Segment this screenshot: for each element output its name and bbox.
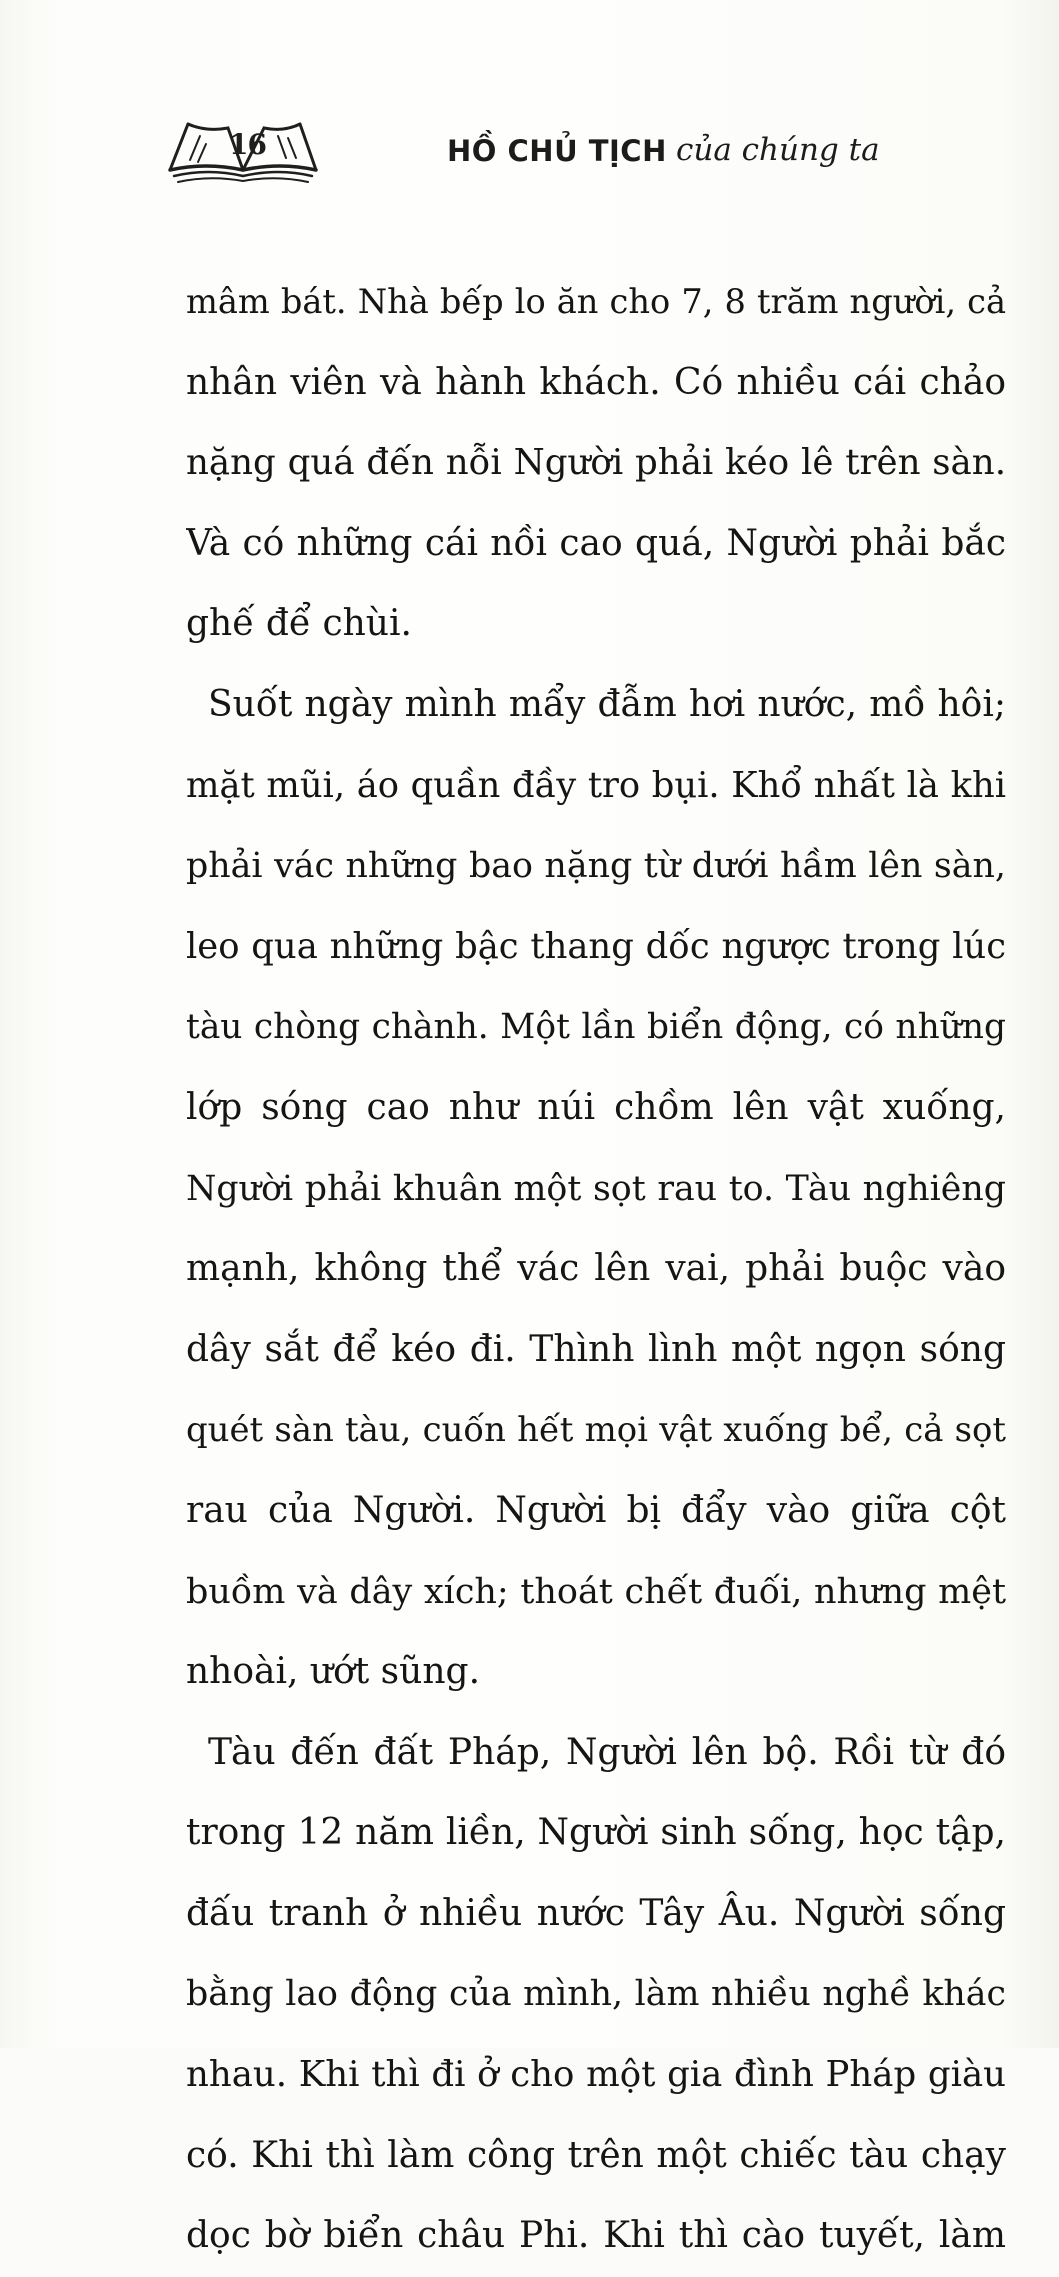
paragraph — [186, 1713, 1006, 2277]
text-line: Suốt ngày mình mẩy đẫm hơi nước, mồ hôi; — [208, 683, 1006, 725]
page-header — [0, 118, 1059, 198]
text-line: nặng quá đến nỗi Người phải kéo lê trên sàn. — [186, 442, 1006, 484]
text-line: lớp sóng cao như núi chồm lên vật xuống, — [186, 1086, 1006, 1128]
text-line: Và có những cái nồi cao quá, Người phải bắc — [186, 522, 1006, 564]
text-line: mâm bát. Nhà bếp lo ăn cho 7, 8 trăm người, cả — [186, 282, 1006, 321]
text-line: mạnh, không thể vác lên vai, phải buộc vào — [186, 1248, 1006, 1290]
text-line: buồm và dây xích; thoát chết đuối, nhưng mệt — [186, 1571, 1006, 1612]
text-line: bằng lao động của mình, làm nhiều nghề khác — [186, 1974, 1006, 2015]
running-title: HỒ CHỦ TỊCH — [447, 134, 667, 168]
text-line: Người phải khuân một sọt rau to. Tàu nghiêng — [186, 1168, 1006, 1209]
text-line: Tàu đến đất Pháp, Người lên bộ. Rồi từ đó — [208, 1731, 1006, 1773]
text-line: tàu chòng chành. Một lần biển động, có những — [186, 1007, 1006, 1048]
text-line: mặt mũi, áo quần đầy tro bụi. Khổ nhất là khi — [186, 764, 1006, 806]
paragraph — [186, 665, 1006, 1713]
running-subtitle: của chúng ta — [676, 132, 880, 168]
page-number: 16 — [229, 128, 266, 161]
text-line: nhoài, ướt sũng. — [186, 1651, 481, 1693]
text-line: phải vác những bao nặng từ dưới hầm lên sàn, — [186, 846, 1006, 887]
text-line: leo qua những bậc thang dốc ngược trong lúc — [186, 925, 1006, 967]
text-line: đấu tranh ở nhiều nước Tây Âu. Người sống — [186, 1892, 1006, 1934]
text-line: ghế để chùi. — [186, 603, 412, 645]
text-line: nhau. Khi thì đi ở cho một gia đình Pháp giàu — [186, 2054, 1006, 2096]
text-line: quét sàn tàu, cuốn hết mọi vật xuống bể, cả sọt — [186, 1410, 1006, 1450]
text-line: trong 12 năm liền, Người sinh sống, học tập, — [186, 1812, 1006, 1854]
text-line: dọc bờ biển châu Phi. Khi thì cào tuyết, làm — [186, 2215, 1006, 2257]
paragraph — [186, 262, 1006, 665]
body-text — [186, 262, 1006, 2277]
text-line: dây sắt để kéo đi. Thình lình một ngọn sóng — [186, 1328, 1006, 1370]
text-line: có. Khi thì làm công trên một chiếc tàu chạy — [186, 2134, 1006, 2176]
text-line: nhân viên và hành khách. Có nhiều cái chảo — [186, 361, 1006, 403]
text-line: rau của Người. Người bị đẩy vào giữa cột — [186, 1489, 1006, 1531]
